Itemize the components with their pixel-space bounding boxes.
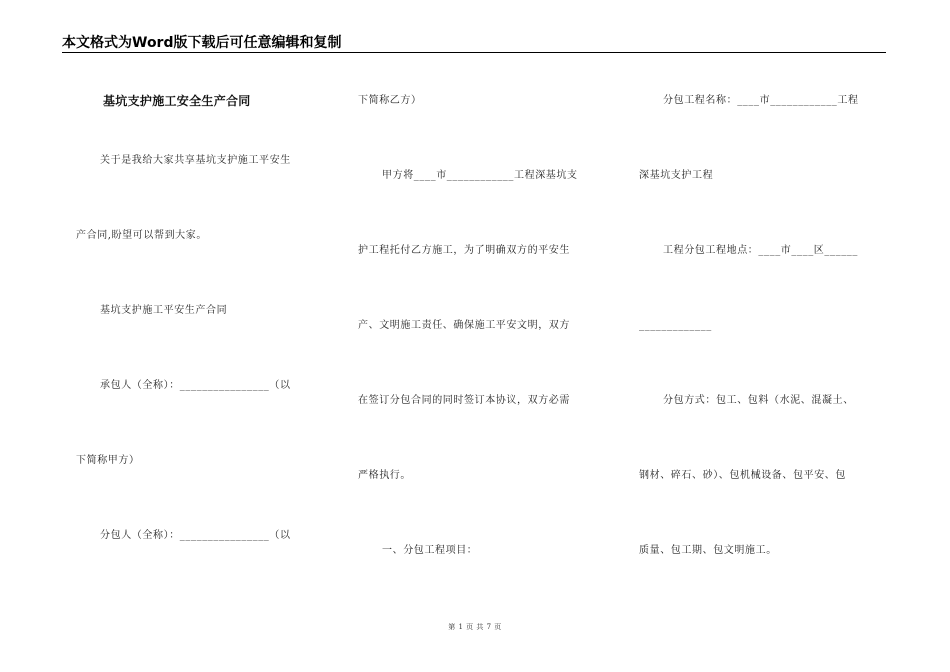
col3-line-4: _____________	[639, 320, 712, 331]
col3-line-7: 质量、包工期、包文明施工。	[639, 545, 777, 556]
col2-line-1: 下简称乙方）	[358, 95, 422, 106]
col3-line-6: 钢材、碎石、砂）、包机械设备、包平安、包	[639, 470, 846, 481]
col1-line-2: 产合同,盼望可以帮到大家。	[76, 230, 207, 241]
document-title: 基坑支护施工安全生产合同	[103, 94, 251, 108]
col2-line-4: 产、文明施工责任、确保施工平安文明，双方	[358, 320, 570, 331]
col1-line-4: 承包人（全称）：________________（以	[100, 380, 291, 391]
page-number: 第 1 页 共 7 页	[448, 623, 502, 631]
col2-line-5: 在签订分包合同的同时签订本协议，双方必需	[358, 395, 570, 406]
col1-line-5: 下简称甲方）	[76, 455, 140, 466]
col3-line-5: 分包方式：包工、包料（水泥、混凝土、	[663, 395, 854, 406]
col2-line-7: 一、分包工程项目：	[382, 545, 478, 556]
header-rule	[62, 52, 886, 53]
col3-line-2: 深基坑支护工程	[639, 170, 714, 181]
document-header: 本文格式为Word版下载后可任意编辑和复制	[62, 35, 342, 51]
col2-line-6: 严格执行。	[358, 470, 411, 481]
col3-line-1: 分包工程名称：____市____________工程	[663, 95, 859, 106]
col1-line-1: 关于是我给大家共享基坑支护施工平安生	[100, 155, 291, 166]
col3-line-3: 工程分包工程地点：____市____区______	[663, 245, 858, 256]
col2-line-2: 甲方将____市____________工程深基坑支	[382, 170, 578, 181]
col1-line-3: 基坑支护施工平安生产合同	[100, 305, 228, 316]
col1-line-6: 分包人（全称）：________________（以	[100, 530, 291, 541]
col2-line-3: 护工程托付乙方施工，为了明确双方的平安生	[358, 245, 570, 256]
